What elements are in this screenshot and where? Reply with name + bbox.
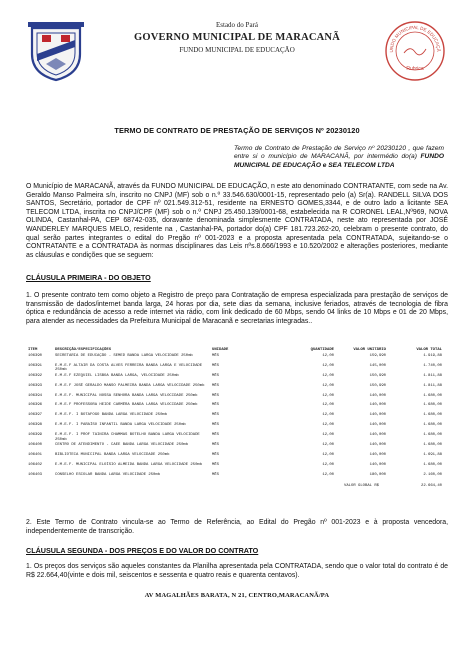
col-header-item: ITEM <box>28 348 38 352</box>
cell-total: 1.740,00 <box>423 363 442 368</box>
header-municipality: GOVERNO MUNICIPAL DE MARACANÃ <box>134 32 340 43</box>
table-row <box>28 384 446 394</box>
cell-unit: MÊS <box>212 452 220 457</box>
table-body <box>28 354 446 483</box>
cell-unit: MÊS <box>212 443 220 448</box>
table-row <box>28 403 446 413</box>
cell-item: 106396 <box>28 403 43 408</box>
clause-one-text: 1. O presente contrato tem como objeto a Registro de preço para Contratação de empresa especializada para prestação de serviços de transmissão de dados/internet banda larga, 24 horas por dia, sete dias da semana, inclusive feriados, através de tecnologia de fibra óptica e redundância de acesso a rede internet via rádio, com link dedicado de 60 Mbps, sendo 04 links de 10 Mbps e 01 de 20 Mbps, para atender as necessidades da Prefeitura Municipal de Maracanã e secretarias integradas.. <box>26 292 448 325</box>
rubrica-stamp-icon <box>384 20 446 82</box>
clause-two-heading: CLÁUSULA SEGUNDA - DOS PREÇOS E DO VALOR DO CONTRATO <box>26 546 259 555</box>
table-row <box>28 394 446 404</box>
col-header-unit: UNIDADE <box>212 348 229 352</box>
cell-quantity: 12,00 <box>322 462 334 467</box>
col-header-unit-price: VALOR UNITÁRIO <box>353 348 386 352</box>
cell-description: E.M.E.F PROFESSORA HEIDE CARMÉRA BANDA LARGA VELOCIDADE 250mb <box>55 403 198 408</box>
cell-description: E.M.E.F JOSÉ GERALDO MANSO PALMEIRA BANDA LARGA VELOCIDADE 250mb <box>55 383 205 388</box>
summary-text: Termo de Contrato de Prestação de Serviço nº 20230120 , que fazem entre si o município de MARACANÃ, por intermédio do(a) <box>234 145 444 161</box>
items-table <box>28 348 446 490</box>
cell-unit-price: 140,000 <box>369 443 386 448</box>
cell-item: 106394 <box>28 393 43 398</box>
cell-description: CENTRO DE ATENDIMENTO - CAEE BANDA LARGA VELOCIDADE 250mb <box>55 443 189 448</box>
cell-unit-price: 140,000 <box>369 462 386 467</box>
table-row <box>28 354 446 364</box>
cell-total: 1.680,00 <box>423 462 442 467</box>
cell-quantity: 12,00 <box>322 383 334 388</box>
cell-quantity: 12,00 <box>322 472 334 477</box>
cell-description: E.M.E.F. I BOTAFOGO BANDA LARGA VELOCIDADE 250mb <box>55 413 168 418</box>
table-row <box>28 473 446 483</box>
cell-unit: MÊS <box>212 413 220 418</box>
cell-unit-price: 150,990 <box>369 383 386 388</box>
col-header-total: VALOR TOTAL <box>416 348 442 352</box>
cell-quantity: 12,00 <box>322 354 334 358</box>
cell-item: 106400 <box>28 443 43 448</box>
clause-one-heading: CLÁUSULA PRIMEIRA - DO OBJETO <box>26 273 151 282</box>
total-value: 22.664,40 <box>420 483 442 488</box>
cell-total: 1.680,00 <box>423 403 442 408</box>
clause-one-item-two: 2. Este Termo de Contrato vincula-se ao Termo de Referência, ao Edital do Pregão nº 001-2023 e à proposta vencedora, independentemente de transcrição. <box>26 519 448 535</box>
cell-unit: MÊS <box>212 423 220 428</box>
col-header-description: DESCRIÇÃO/ESPECIFICAÇÕES <box>55 348 112 352</box>
stamp-top-text: UNDO MUNICIPAL DE EDUCAÇÃ <box>388 24 442 53</box>
cell-unit: MÊS <box>212 462 220 467</box>
table-total-row <box>28 484 446 490</box>
table-row <box>28 463 446 473</box>
cell-unit-price: 140,000 <box>369 413 386 418</box>
cell-total: 1.811,88 <box>423 383 442 388</box>
cell-description: E.M.E.F ALTAIR DA COSTA ALVES FERREIRA BANDA LARGA E VELOCIDADE 250mb <box>55 363 203 373</box>
cell-quantity: 12,00 <box>322 363 334 368</box>
footer-address: AV MAGALHÃES BARATA, N 21, CENTRO,MARACANÃ/PA <box>144 592 330 599</box>
cell-unit-price: 140,000 <box>369 452 386 457</box>
table-row <box>28 374 446 384</box>
cell-unit: MÊS <box>212 403 220 408</box>
cell-item: 106403 <box>28 472 43 477</box>
table-row <box>28 453 446 463</box>
cell-unit: MÊS <box>212 363 220 368</box>
cell-total: 1.680,00 <box>423 443 442 448</box>
cell-description: BIBLIOTECA MUNICIPAL BANDA LARGA VELOCIDADE 250mb <box>55 452 170 457</box>
document-title: TERMO DE CONTRATO DE PRESTAÇÃO DE SERVIÇOS Nº 20230120 <box>114 126 360 135</box>
cell-quantity: 12,00 <box>322 452 334 457</box>
cell-unit-price: 140,000 <box>369 423 386 428</box>
table-row <box>28 413 446 423</box>
cell-unit-price: 140,000 <box>369 393 386 398</box>
table-row <box>28 443 446 453</box>
summary-parties: FUNDO MUNICIPAL DE EDUCAÇÃO e SEA TELECOM LTDA <box>234 153 444 169</box>
cell-item: 106397 <box>28 413 43 418</box>
municipal-crest-icon <box>24 20 88 84</box>
cell-quantity: 12,00 <box>322 413 334 418</box>
cell-quantity: 12,00 <box>322 403 334 408</box>
cell-unit: MÊS <box>212 433 220 438</box>
total-label: VALOR GLOBAL R$ <box>344 483 380 488</box>
clause-two-text: 1. Os preços dos serviços são aqueles constantes da Planilha apresentada pela CONTRATADA, sendo que o valor total do contrato é de R$ 22.664,40(vinte e dois mil, seiscentos e sessenta e quatro reais e quarenta centavos). <box>26 563 448 579</box>
cell-unit: MÊS <box>212 383 220 388</box>
cell-total: 1.680,00 <box>423 393 442 398</box>
cell-unit: MÊS <box>212 393 220 398</box>
cell-description: E.M.E.F EZEQUIEL LISBOA BANDA LARGA, VELOCIDADE 250mb <box>55 373 179 378</box>
cell-unit-price: 140,000 <box>369 433 386 438</box>
cell-description: E.M.E.F. MUNICIPAL NOSSA SENHORA BANDA LARGA VELOCIDADE 250mb <box>55 393 198 398</box>
cell-description: CONSELHO ESCOLAR BANDA LARGA VELOCIDADE 250mb <box>55 472 161 477</box>
cell-quantity: 12,00 <box>322 423 334 428</box>
cell-item: 106390 <box>28 354 43 358</box>
cell-item: 106402 <box>28 462 43 467</box>
cell-total: 1.680,00 <box>423 413 442 418</box>
stamp-rubrica-text: Rubrica <box>406 66 424 72</box>
col-header-quantity: QUANTIDADE <box>310 348 334 352</box>
cell-unit-price: 150,990 <box>369 373 386 378</box>
cell-unit: MÊS <box>212 354 220 358</box>
cell-unit: MÊS <box>212 373 220 378</box>
cell-description: E.M.E.F. MUNICIPAL ELOÍSIO ALMEIDA BANDA LARGA VELOCIDADE 250mb <box>55 462 203 467</box>
cell-item: 106392 <box>28 373 43 378</box>
cell-item: 106393 <box>28 383 43 388</box>
cell-item: 106391 <box>28 363 43 368</box>
preamble-paragraph: O Município de MARACANÃ, através da FUNDO MUNICIPAL DE EDUCAÇÃO, n este ato denominado CONTRATANTE, com sede na Av. Geraldo Manso Palmeira s/n, inscrito no CNPJ (MF) sob o n.º 33.546.630/0001-15, representado pelo (a) Sr(a). RANDELL SILVA DOS SANTOS, Secretário, portador de CPF nº 021.549.312-51, residente na ERNESTO GOMES,3344, e de outro lado a licitante SEA TELECOM LTDA, inscrita no CNPJ/CPF (MF) sob o n.º CNPJ 25.450.139/0001-68, estabelecida na R CORONEL LEAL,Nº969, NOVA OLINDA, Castanhal-PA, CEP 68742-035, doravante denominada simplesmente CONTRATADA, neste ato representada por JOSÉ WANDERLEY MARQUES MELO, residente na , Castanhal-PA, portador do(a) CPF 181.723.262-20, celebram o presente contrato, do qual serão partes integrantes o edital do Pregão nº 001-2023 e a proposta apresentada pela CONTRATADA, sujeitando-se o CONTRATANTE e a CONTRATADA às normas disciplinares das Leis nºs.8.666/1993 e 10.520/2002 e alterações posteriores, mediante as cláusulas e condições que se seguem: <box>26 183 448 259</box>
cell-quantity: 12,00 <box>322 443 334 448</box>
cell-total: 1.691,88 <box>423 452 442 457</box>
cell-item: 106399 <box>28 433 43 438</box>
table-row <box>28 364 446 374</box>
contract-summary <box>234 145 444 170</box>
cell-total: 1.811,88 <box>423 373 442 378</box>
table-row <box>28 433 446 443</box>
cell-total: 1.680,00 <box>423 423 442 428</box>
cell-unit-price: 145,000 <box>369 363 386 368</box>
cell-unit: MÊS <box>212 472 220 477</box>
cell-unit-price: 180,000 <box>369 472 386 477</box>
cell-quantity: 12,00 <box>322 393 334 398</box>
cell-total: 1.680,00 <box>423 433 442 438</box>
cell-description: SECRETARIA DE EDUCAÇÃO - SEMED BANDA LARGA VELOCIDADE 250mb <box>55 354 193 358</box>
cell-description: E.M.E.F. I PARAÍSO INFANTIL BANDA LARGA VELOCIDADE 250mb <box>55 423 186 428</box>
cell-item: 106401 <box>28 452 43 457</box>
cell-total: 1.919,88 <box>423 354 442 358</box>
cell-quantity: 12,00 <box>322 373 334 378</box>
header-state: Estado do Pará <box>216 21 258 29</box>
table-row <box>28 423 446 433</box>
cell-unit-price: 159,990 <box>369 354 386 358</box>
cell-quantity: 12,00 <box>322 433 334 438</box>
cell-item: 106398 <box>28 423 43 428</box>
cell-total: 2.160,00 <box>423 472 442 477</box>
cell-unit-price: 140,000 <box>369 403 386 408</box>
cell-description: E.M.E.F. I PROF TAINIRA CHAMMAS BOTELHO BANDA LARGA VELOCIDADE 250mb <box>55 433 200 442</box>
header-fund: FUNDO MUNICIPAL DE EDUCAÇÃO <box>179 46 295 54</box>
